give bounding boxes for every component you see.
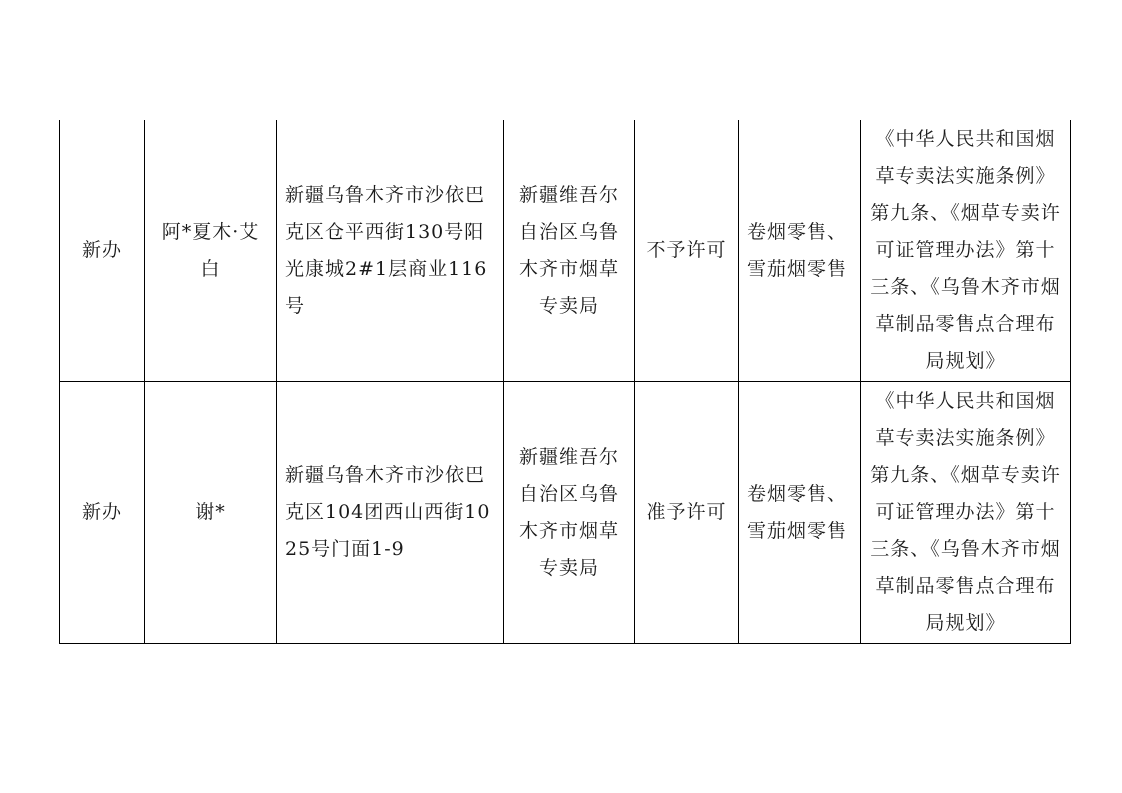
decision-result: 不予许可	[646, 239, 727, 261]
business-scope-cell	[739, 120, 861, 382]
business-scope: 卷烟零售、雪茄烟零售	[747, 482, 848, 542]
legal-basis-cell	[861, 120, 1071, 382]
business-address-cell	[277, 382, 504, 644]
business-scope-cell	[739, 382, 861, 644]
legal-basis: 《中华人民共和国烟草专卖法实施条例》第九条、《烟草专卖许可证管理办法》第十三条、《乌鲁木齐市烟草制品零售点合理布局规划》	[870, 390, 1061, 634]
legal-basis: 《中华人民共和国烟草专卖法实施条例》第九条、《烟草专卖许可证管理办法》第十三条、《乌鲁木齐市烟草制品零售点合理布局规划》	[870, 128, 1061, 372]
application-type-cell	[60, 382, 145, 644]
table-row	[60, 382, 1071, 644]
table-row	[60, 120, 1071, 382]
business-address: 新疆乌鲁木齐市沙依巴克区104团西山西街1025号门面1-9	[285, 464, 491, 560]
applicant-name: 谢*	[195, 501, 226, 523]
license-decision-table	[59, 120, 1071, 644]
application-type-cell	[60, 120, 145, 382]
business-address: 新疆乌鲁木齐市沙依巴克区仓平西街130号阳光康城2#1层商业116号	[285, 183, 488, 317]
licensing-authority-cell	[504, 382, 635, 644]
decision-result-cell	[635, 120, 739, 382]
applicant-name: 阿*夏木·艾白	[161, 220, 260, 280]
decision-result-cell	[635, 382, 739, 644]
application-type: 新办	[81, 239, 122, 261]
applicant-name-cell	[145, 382, 277, 644]
business-address-cell	[277, 120, 504, 382]
legal-basis-cell	[861, 382, 1071, 644]
business-scope: 卷烟零售、雪茄烟零售	[747, 220, 848, 280]
decision-result: 准予许可	[646, 501, 727, 523]
applicant-name-cell	[145, 120, 277, 382]
application-type: 新办	[81, 501, 122, 523]
licensing-authority-cell	[504, 120, 635, 382]
licensing-authority: 新疆维吾尔自治区乌鲁木齐市烟草专卖局	[518, 183, 619, 317]
licensing-authority: 新疆维吾尔自治区乌鲁木齐市烟草专卖局	[518, 445, 619, 579]
